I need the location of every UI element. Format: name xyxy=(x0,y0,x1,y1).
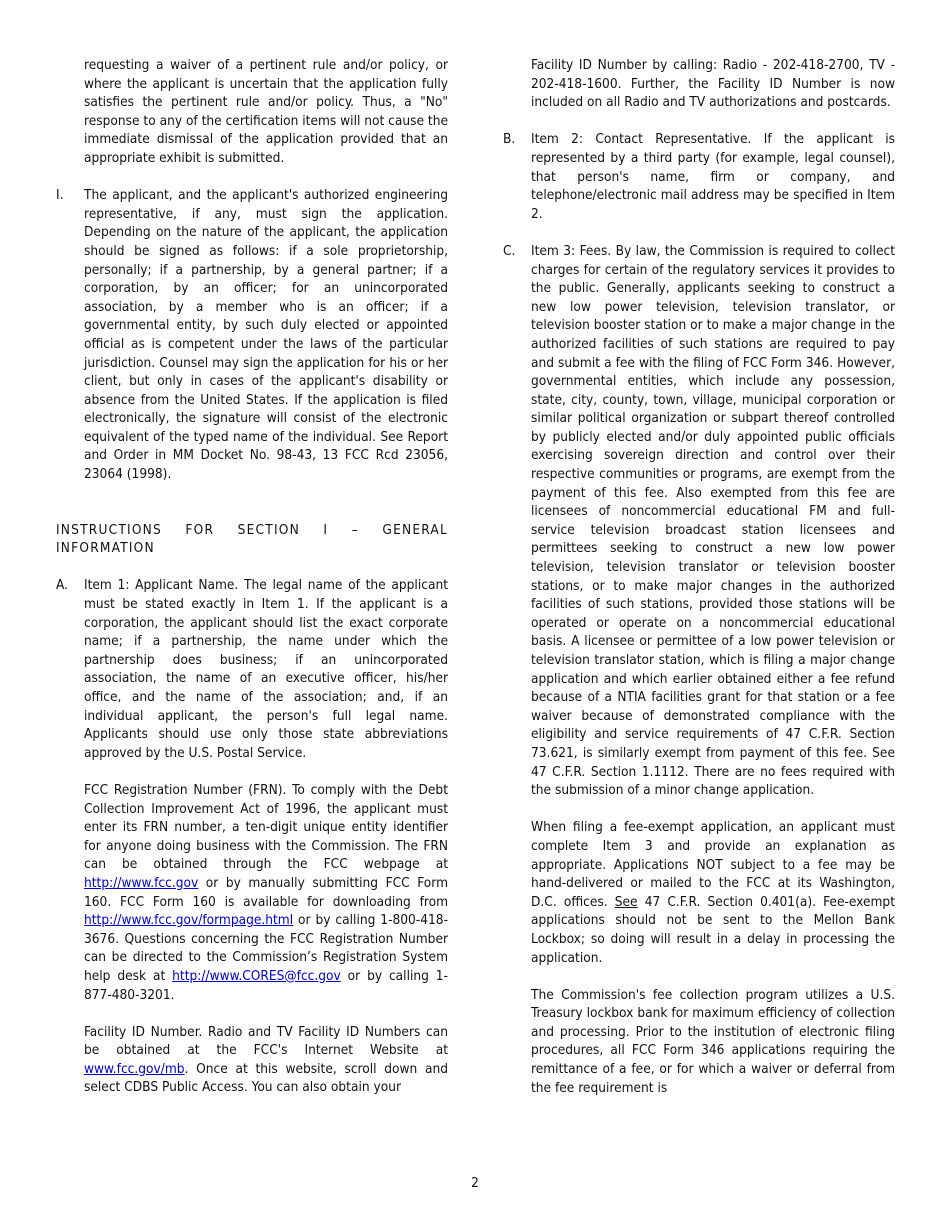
item-marker: A. xyxy=(56,577,69,594)
item-a-applicant-name xyxy=(56,576,448,762)
section-heading: INSTRUCTIONS FOR SECTION I – GENERAL INFORMATION xyxy=(56,521,448,557)
frn-text-1: FCC Registration Number (FRN). To comply with the Debt Collection Improvement Act of 1996, the applicant must enter its FRN number, a ten-digit unique entity identifier for anyone doing business with the Commission. The FRN can be obtained through the FCC webpage at xyxy=(84,781,448,873)
item-text: Item 3: Fees. By law, the Commission is required to collect charges for certain of the regulatory services it provides to the public. Generally, applicants seeking to construct a new low power television, television translator, or television booster station or to make a major change in the authorized facilities of such stations are required to pay and submit a fee with the filing of FCC Form 346. However, governmental entities, which include any possession, state, city, county, town, village, municipal corporation or similar political organization or subpart thereof controlled by publicly elected and/or duly appointed public officials exercising sovereign direction and control over their respective communities or programs, are exempt from the payment of this fee. Also exempted from this fee are licensees of noncommercial educational FM and full-service television broadcast station licensees and permittees seeking to construct a new low power television, television translator or television booster stations, or to make major changes in the authorized facilities of such stations, provided those stations will be operated or operate on a noncommercial educational basis. A licensee or permittee of a low power television or television translator station, which is filing a major change application and which earlier obtained either a fee refund because of a NTIA facilities grant for that station or a fee waiver because of demonstrated compliance with the eligibility and service requirements of 47 C.F.R. Section 73.621, is similarly exempt from payment of this fee. See 47 C.F.R. Section 1.1112. There are no fees required with the submission of a minor change application. xyxy=(531,242,895,799)
facility-id-continued-paragraph: Facility ID Number by calling: Radio - 202-418-2700, TV - 202-418-1600. Further, the Facility ID Number is now included on all Radio and TV authorizations and postcards. xyxy=(531,57,895,111)
page-number: 2 xyxy=(471,1175,479,1191)
item-marker: C. xyxy=(503,242,516,259)
facility-id-paragraph xyxy=(56,1023,448,1097)
item-text: Item 1: Applicant Name. The legal name of the applicant must be stated exactly in Item 1. If the applicant is a corporation, the applicant should list the exact corporate name; if a partnership, the name under which the partnership does business; if an unincorporated association, the name of an executive officer, his/her office, and the name of the association; and, if an individual applicant, the person's full legal name. Applicants should use only those state abbreviations approved by the U.S. Postal Service. xyxy=(84,577,448,761)
facility-text-1: Facility ID Number. Radio and TV Facility ID Numbers can be obtained at the FCC's Internet Website at xyxy=(84,1023,448,1059)
right-column xyxy=(503,56,895,1097)
frn-text-2: or by manually submitting FCC Form 160. FCC Form 160 is available for downloading from xyxy=(84,874,448,910)
certification-continued-paragraph: requesting a waiver of a pertinent rule and/or policy, or where the applicant is uncertain that the application fully satisfies the pertinent rule and/or policy. Thus, a "No" response to any of the certification items will not cause the immediate dismissal of the application provided that an appropriate exhibit is submitted. xyxy=(84,57,448,166)
fee-exempt-text-2: 47 C.F.R. Section 0.401(a). Fee-exempt applications should not be sent to the Mellon Bank Lockbox; so doing will result in a delay in processing the application. xyxy=(531,893,895,966)
frn-text-3: or by calling 1-800-418-3676. Questions concerning the FCC Registration Number can be directed to the Commission’s Registration System help desk at xyxy=(84,912,448,984)
item-b-contact-representative xyxy=(503,130,895,223)
item-marker: B. xyxy=(503,131,516,148)
fee-exempt-paragraph xyxy=(503,818,895,967)
formpage-link[interactable]: http://www.fcc.gov/formpage.html xyxy=(84,912,294,929)
item-text: The applicant, and the applicant's authorized engineering representative, if any, must sign the application. Depending on the nature of the applicant, the application should be signed as follows: if a sole proprietorship, personally; if a partnership, by a general partner; if a corporation, by an officer; for an unincorporated association, by a member who is an officer; if a governmental entity, by such duly elected or appointed official as is competent under the laws of the particular jurisdiction. Counsel may sign the application for his or her client, but only in cases of the applicant's disability or absence from the United States. If the application is filed electronically, the signature will consist of the electronic equivalent of the typed name of the individual. See Report and Order in MM Docket No. 98-43, 13 FCC Rcd 23056, 23064 (1998). xyxy=(84,187,448,483)
fcc-website-link[interactable]: http://www.fcc.gov xyxy=(84,874,199,891)
see-reference: See xyxy=(614,893,638,910)
fcc-mb-link[interactable]: www.fcc.gov/mb xyxy=(84,1060,185,1077)
facility-text-2: . Once at this website, scroll down and select CDBS Public Access. You can also obtain your xyxy=(84,1060,448,1096)
fee-exempt-text-1: When filing a fee-exempt application, an applicant must complete Item 3 and provide an explanation as appropriate. Applications NOT subject to a fee may be hand-delivered or mailed to the FCC at its Washington, D.C. offices. xyxy=(531,819,895,910)
lockbox-paragraph: The Commission's fee collection program utilizes a U.S. Treasury lockbox bank for maximum efficiency of collection and processing. Prior to the institution of electronic filing procedures, all FCC Form 346 applications requiring the remittance of a fee, or for which a waiver or deferral from the fee requirement is xyxy=(531,986,895,1096)
left-column xyxy=(56,56,448,1097)
frn-text-4: or by calling 1-877-480-3201. xyxy=(84,967,448,1003)
item-marker: I. xyxy=(56,187,64,204)
cores-link[interactable]: http://www.CORES@fcc.gov xyxy=(172,967,341,984)
frn-paragraph xyxy=(56,781,448,1004)
item-c-fees xyxy=(503,242,895,800)
item-i-signature xyxy=(56,186,448,484)
item-text: Item 2: Contact Representative. If the applicant is represented by a third party (for example, legal counsel), that person's name, firm or company, and telephone/electronic mail address may be specified in Item 2. xyxy=(531,131,895,222)
